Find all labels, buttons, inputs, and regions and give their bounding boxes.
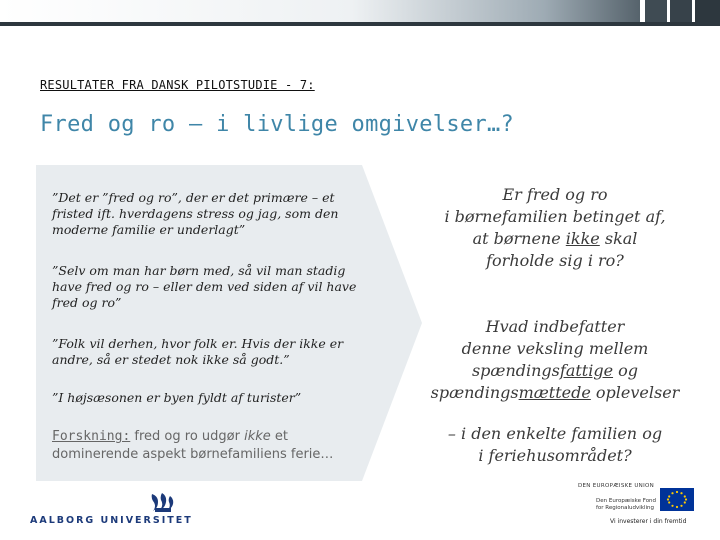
research-note [52, 428, 362, 464]
top-decoration-bar [0, 0, 720, 22]
question-3-line-2: i feriehusområdet? [478, 446, 632, 465]
top-block-2 [670, 0, 692, 22]
q2-l4-pre: spændings [430, 383, 519, 402]
question-1-line-1: Er fred og ro [502, 185, 608, 204]
slide-subtitle: RESULTATER FRA DANSK PILOTSTUDIE - 7: [40, 78, 315, 92]
q1-l3-pre: at børnene [472, 229, 566, 248]
quote-3: ”Folk vil derhen, hvor folk er. Hvis der ikke er andre, så er stedet nok ikke så godt.” [52, 336, 344, 367]
slide-title: Fred og ro – i livlige omgivelser…? [40, 112, 515, 137]
question-1-line-2: i børnefamilien betinget af, [444, 207, 666, 226]
question-2-line-4 [405, 382, 705, 404]
q2-l3-pre: spændings [471, 361, 560, 380]
q2-l3-post: og [613, 361, 639, 380]
question-1 [405, 184, 705, 272]
top-gradient [0, 0, 640, 22]
question-2 [405, 316, 705, 404]
q2-l4-post: oplevelser [590, 383, 680, 402]
question-2-line-1: Hvad indbefatter [485, 317, 625, 336]
logo-wordmark: AALBORG UNIVERSITET [30, 515, 193, 526]
top-block-3 [695, 0, 720, 22]
q1-l3-post: skal [599, 229, 638, 248]
research-emphasis: ikke [244, 429, 271, 444]
eu-title: DEN EUROPÆISKE UNION [578, 483, 655, 489]
quote-4: ”I højsæsonen er byen fyldt af turister” [52, 390, 302, 405]
logo-wave-icon [152, 493, 174, 512]
question-1-line-4: forholde sig i ro? [486, 251, 624, 270]
research-text-after: et dominerende aspekt børnefamiliens ferie… [52, 429, 334, 462]
question-1-line-3 [405, 228, 705, 250]
top-block-1 [645, 0, 667, 22]
eu-flag-icon [660, 488, 694, 511]
question-2-line-3 [405, 360, 705, 382]
research-text-before: fred og ro udgør [130, 429, 245, 444]
quote-2: ”Selv om man har børn med, så vil man stadig have fred og ro – eller dem ved siden af vil have fred og ro” [52, 263, 357, 310]
question-2-line-2: denne veksling mellem [461, 339, 649, 358]
eu-fund: Den Europæiske Fond for Regionaludvikling [596, 498, 657, 511]
q1-l3-underlined: ikke [565, 229, 600, 248]
q2-l3-underlined: fattige [559, 361, 614, 380]
research-label: Forskning: [52, 429, 131, 444]
top-rule [0, 22, 720, 26]
q2-l4-underlined: mættede [518, 383, 591, 402]
question-3 [405, 423, 705, 467]
quote-1: ”Det er ”fred og ro”, der er det primære – et fristed ift. hverdagens stress og jag, som den moderne familie er underlagt” [52, 190, 339, 237]
question-3-line-1: – i den enkelte familien og [447, 424, 663, 443]
eu-slogan: Vi investerer i din fremtid [610, 518, 687, 525]
